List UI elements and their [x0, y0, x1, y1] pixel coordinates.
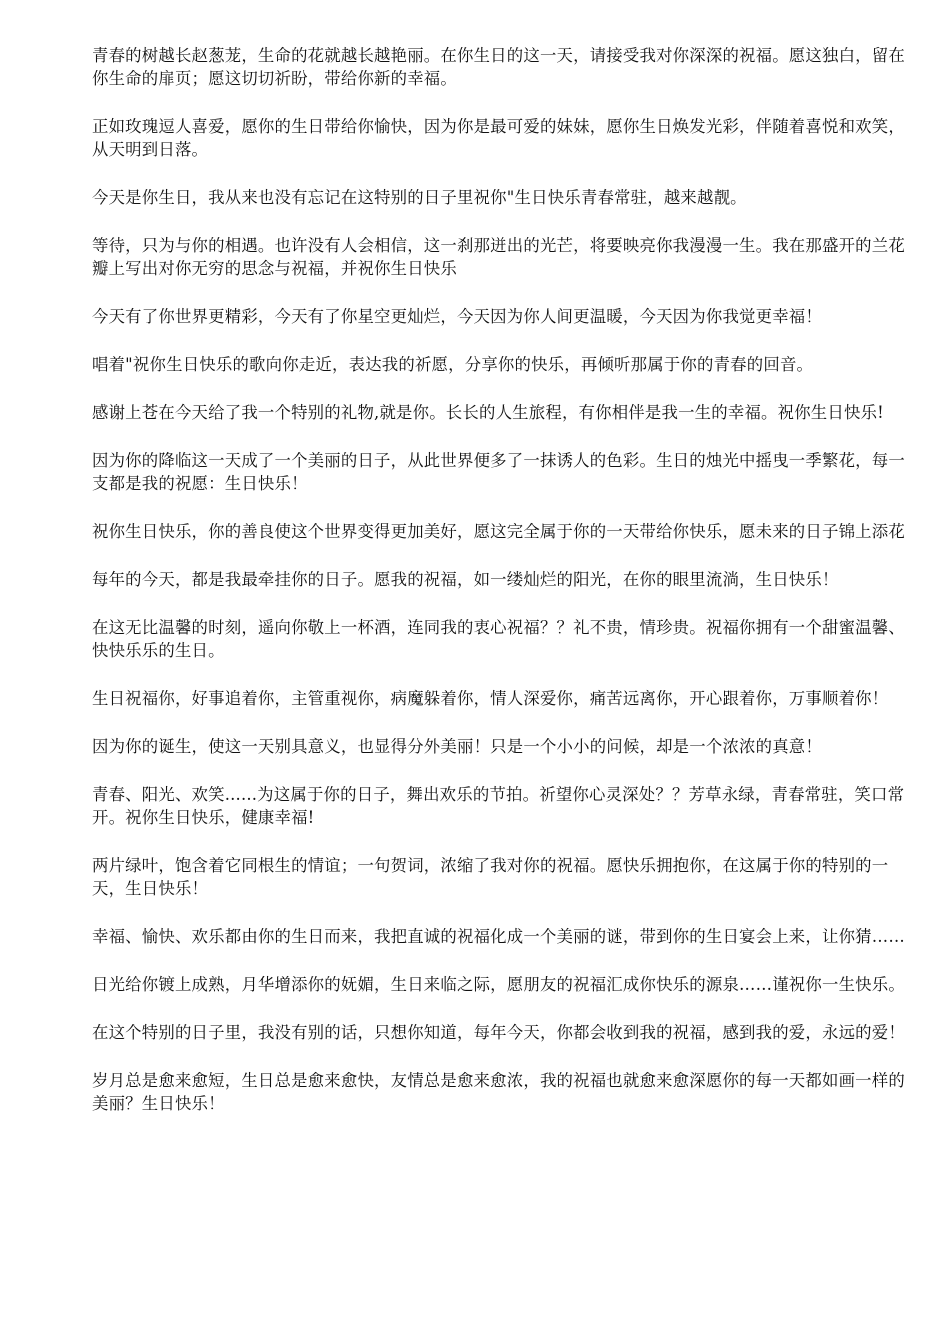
paragraph-12: 生日祝福你，好事追着你，主管重视你，病魔躲着你，情人深爱你，痛苦远离你，开心跟着你，万事顺着你！ [92, 689, 889, 708]
paragraph-1: 青春的树越长赵葱茏，生命的花就越长越艳丽。在你生日的这一天，请接受我对你深深的祝福。愿这独白，留在你生命的扉页；愿这切切祈盼，带给你新的幸福。 [92, 46, 905, 88]
paragraph-11: 在这无比温馨的时刻，遥向你敬上一杯酒，连同我的衷心祝福？？礼不贵，情珍贵。祝福你拥有一个甜蜜温馨、快快乐乐的生日。 [92, 618, 905, 660]
paragraph-17: 日光给你镀上成熟，月华增添你的妩媚，生日来临之际，愿朋友的祝福汇成你快乐的源泉……谨祝你一生快乐。 [92, 975, 905, 994]
paragraph-6: 唱着"祝你生日快乐的歌向你走近，表达我的祈愿，分享你的快乐，再倾听那属于你的青春的回音。 [92, 355, 814, 374]
paragraph-3: 今天是你生日，我从来也没有忘记在这特别的日子里祝你"生日快乐青春常驻，越来越靓。 [92, 188, 747, 207]
paragraph-19: 岁月总是愈来愈短，生日总是愈来愈快，友情总是愈来愈浓，我的祝福也就愈来愈深愿你的每一天都如画一样的美丽？生日快乐！ [92, 1071, 905, 1113]
paragraph-13: 因为你的诞生，使这一天别具意义，也显得分外美丽！只是一个小小的问候，却是一个浓浓的真意！ [92, 737, 822, 756]
paragraph-5: 今天有了你世界更精彩，今天有了你星空更灿烂，今天因为你人间更温暖，今天因为你我觉更幸福！ [92, 307, 822, 326]
document-body [92, 44, 920, 1140]
paragraph-15: 两片绿叶，饱含着它同根生的情谊；一句贺词，浓缩了我对你的祝福。愿快乐拥抱你，在这属于你的特别的一天，生日快乐！ [92, 856, 889, 898]
paragraph-4: 等待，只为与你的相遇。也许没有人会相信，这一刹那迸出的光芒，将要映亮你我漫漫一生。我在那盛开的兰花瓣上写出对你无穷的思念与祝福，并祝你生日快乐 [92, 236, 905, 278]
paragraph-2: 正如玫瑰逗人喜爱，愿你的生日带给你愉快，因为你是最可爱的妹妹，愿你生日焕发光彩，伴随着喜悦和欢笑，从天明到日落。 [92, 117, 905, 159]
paragraph-16: 幸福、愉快、欢乐都由你的生日而来，我把直诚的祝福化成一个美丽的谜，带到你的生日宴会上来，让你猜…… [92, 927, 905, 946]
paragraph-14: 青春、阳光、欢笑......为这属于你的日子，舞出欢乐的节拍。祈望你心灵深处？？芳草永绿，青春常驻，笑口常开。祝你生日快乐，健康幸福! [92, 785, 905, 827]
paragraph-10: 每年的今天，都是我最牵挂你的日子。愿我的祝福，如一缕灿烂的阳光，在你的眼里流淌，生日快乐！ [92, 570, 839, 589]
paragraph-18: 在这个特别的日子里，我没有别的话，只想你知道，每年今天，你都会收到我的祝福，感到我的爱，永远的爱！ [92, 1023, 905, 1042]
paragraph-9: 祝你生日快乐，你的善良使这个世界变得更加美好，愿这完全属于你的一天带给你快乐，愿未来的日子锦上添花 [92, 522, 905, 541]
paragraph-8: 因为你的降临这一天成了一个美丽的日子，从此世界便多了一抹诱人的色彩。生日的烛光中摇曳一季繁花，每一支都是我的祝愿：生日快乐！ [92, 451, 905, 493]
paragraph-7: 感谢上苍在今天给了我一个特别的礼物,就是你。长长的人生旅程，有你相伴是我一生的幸福。祝你生日快乐! [92, 403, 884, 422]
